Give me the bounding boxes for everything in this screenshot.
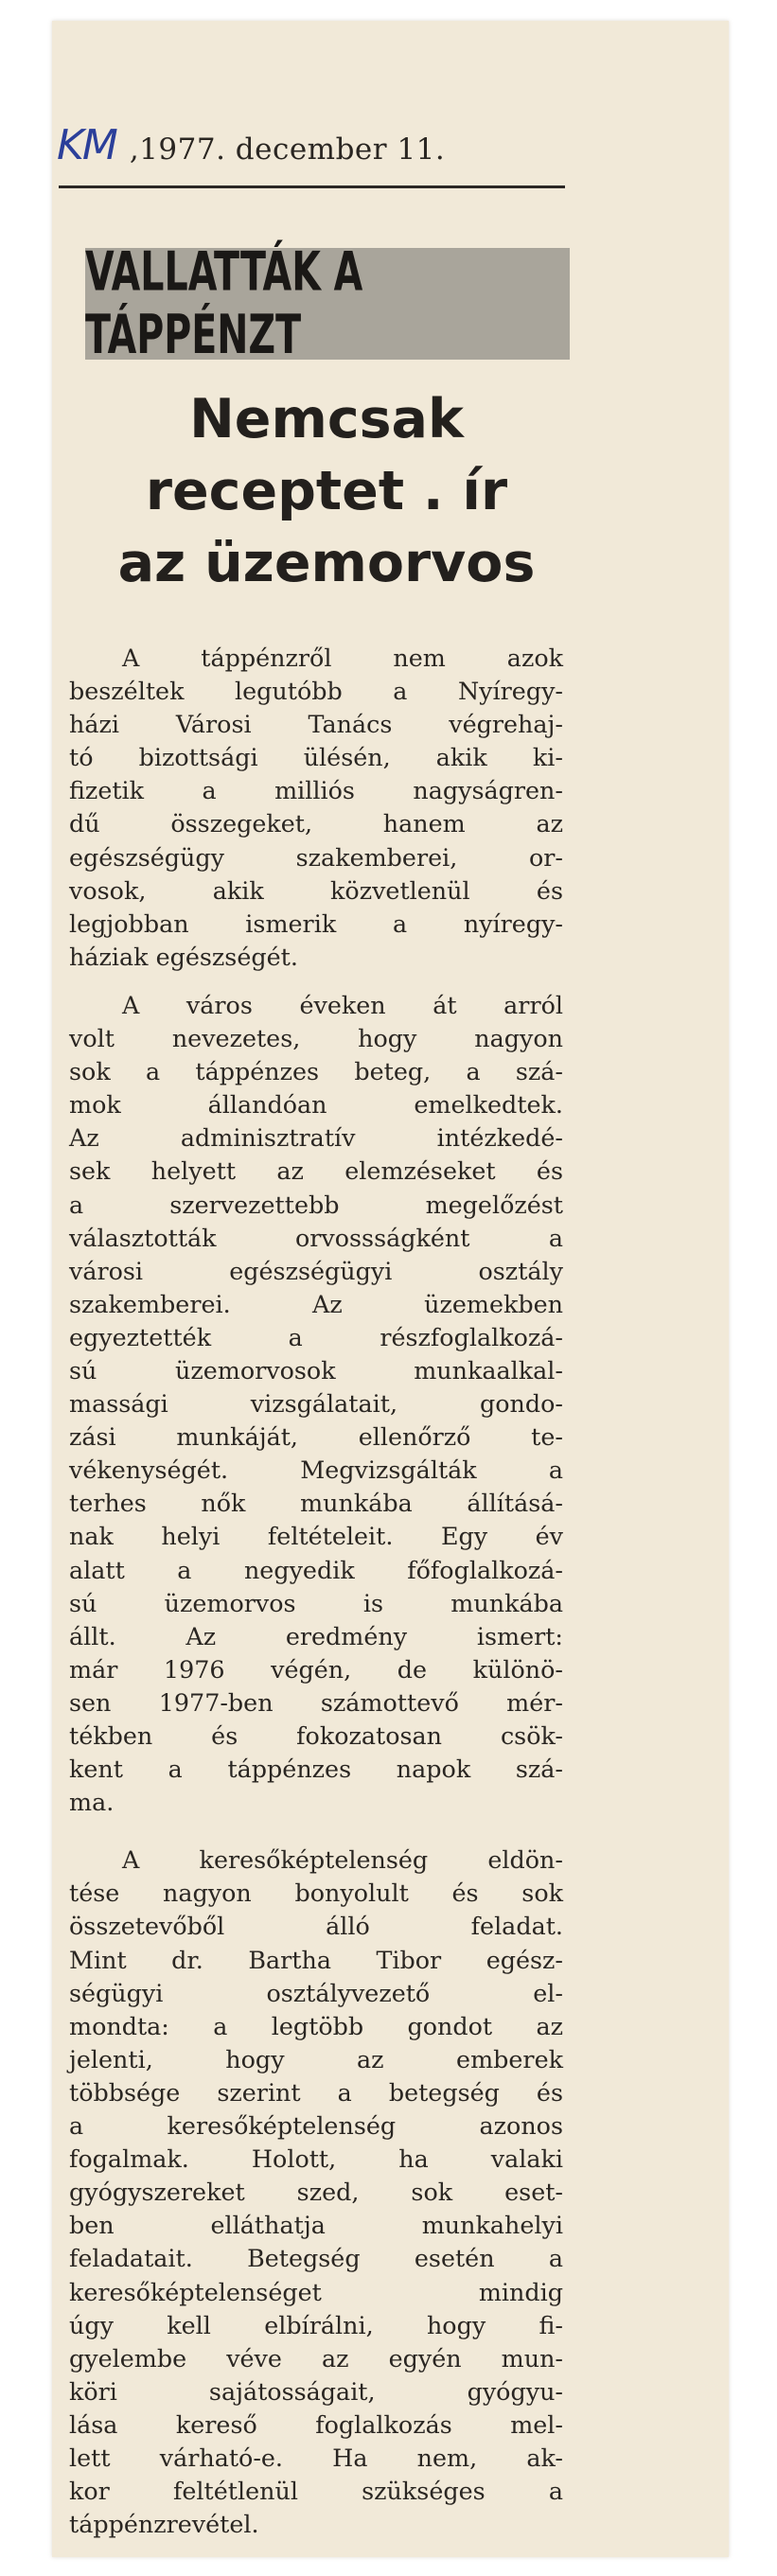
article-line: beszéltek legutóbb a Nyíregy- <box>69 677 563 706</box>
article-line: alatt a negyedik főfoglalkozá- <box>69 1555 563 1584</box>
article-line: vosok, akik közvetlenül és <box>69 875 563 905</box>
article-line: tó bizottsági ülésén, akik ki- <box>69 743 563 772</box>
article-line: szakemberei. Az üzemekben <box>69 1289 563 1318</box>
article-line: jelenti, hogy az emberek <box>69 2044 563 2073</box>
article-line: tése nagyon bonyolult és sok <box>69 1879 563 1908</box>
article-line: többsége szerint a betegség és <box>69 2077 563 2107</box>
article-line: massági vizsgálatait, gondo- <box>69 1389 563 1419</box>
article-line: A város éveken át arról <box>122 990 563 1019</box>
article-line: A keresőképtelenség eldön- <box>122 1845 563 1875</box>
article-line: dű összegeket, hanem az <box>69 809 563 838</box>
article-line: a szervezettebb megelőzést <box>69 1190 563 1219</box>
publication-date: ,1977. december 11. <box>129 132 446 167</box>
article-line: köri sajátosságait, gyógyu- <box>69 2376 563 2406</box>
article-line: tékben és fokozatosan csök- <box>69 1721 563 1750</box>
article-line: sok a táppénzes beteg, a szá- <box>69 1057 563 1086</box>
article-line: a keresőképtelenség azonos <box>69 2111 563 2141</box>
article-line: ben elláthatja munkahelyi <box>69 2211 563 2240</box>
article-body <box>69 642 563 2541</box>
headline <box>66 383 587 599</box>
handwritten-mark: KM <box>57 121 116 169</box>
article-line: Az adminisztratív intézkedé- <box>69 1123 563 1153</box>
article-line: nak helyi feltételeit. Egy év <box>69 1522 563 1551</box>
article-paragraph <box>69 989 563 1819</box>
article-line: úgy kell elbírálni, hogy fi- <box>69 2310 563 2339</box>
article-line: sen 1977-ben számottevő mér- <box>69 1687 563 1717</box>
clipping-header <box>57 121 445 169</box>
article-line: mok állandóan emelkedtek. <box>69 1090 563 1120</box>
article-line: gyógyszereket szed, sok eset- <box>69 2178 563 2207</box>
article-line: mondta: a legtöbb gondot az <box>69 2011 563 2040</box>
article-line: már 1976 végén, de különö- <box>69 1654 563 1684</box>
article-line: gyelembe véve az egyén mun- <box>69 2343 563 2373</box>
article-line: egyeztették a részfoglalkozá- <box>69 1322 563 1351</box>
article-line: sú üzemorvos is munkába <box>69 1588 563 1617</box>
article-line: terhes nők munkába állításá- <box>69 1489 563 1518</box>
article-line: feladatait. Betegség esetén a <box>69 2244 563 2273</box>
article-line: háziak egészségét. <box>69 942 298 971</box>
article-line: fogalmak. Holott, ha valaki <box>69 2144 563 2174</box>
kicker-text: VALLATTÁK A TÁPPÉNZT <box>85 240 363 367</box>
article-line: sú üzemorvosok munkaalkal- <box>69 1355 563 1385</box>
article-line: vékenységét. Megvizsgálták a <box>69 1456 563 1485</box>
article-paragraph <box>69 1844 563 2541</box>
article-line: lett várható-e. Ha nem, ak- <box>69 2443 563 2472</box>
article-line: állt. Az eredmény ismert: <box>69 1621 563 1650</box>
headline-line: receptet . ír <box>145 460 508 522</box>
article-line: lása kereső foglalkozás mel- <box>69 2409 563 2439</box>
header-rule <box>59 185 565 188</box>
article-line: volt nevezetes, hogy nagyon <box>69 1024 563 1053</box>
article-line: összetevőből álló feladat. <box>69 1912 563 1941</box>
article-line: választották orvossságként a <box>69 1223 563 1252</box>
article-line: Mint dr. Bartha Tibor egész- <box>69 1945 563 1974</box>
article-paragraph <box>69 642 563 974</box>
article-line: egészségügy szakemberei, or- <box>69 842 563 872</box>
article-line: sek helyett az elemzéseket és <box>69 1156 563 1186</box>
headline-line: az üzemorvos <box>117 532 536 594</box>
article-line: A táppénzről nem azok <box>122 644 563 672</box>
headline-line: Nemcsak <box>189 388 464 450</box>
article-line: házi Városi Tanács végrehaj- <box>69 710 563 739</box>
article-line: zási munkáját, ellenőrző te- <box>69 1422 563 1452</box>
kicker-banner <box>85 240 570 367</box>
article-line: kor feltétlenül szükséges a <box>69 2477 563 2506</box>
article-line: legjobban ismerik a nyíregy- <box>69 909 563 938</box>
article-line: ma. <box>69 1788 115 1817</box>
article-line: táppénzrevétel. <box>69 2510 259 2539</box>
article-line: ségügyi osztályvezető el- <box>69 1978 563 2007</box>
article-line: keresőképtelenséget mindig <box>69 2277 563 2306</box>
article-line: városi egészségügyi osztály <box>69 1256 563 1285</box>
article-line: fizetik a milliós nagyságren- <box>69 776 563 805</box>
article-line: kent a táppénzes napok szá- <box>69 1755 563 1784</box>
